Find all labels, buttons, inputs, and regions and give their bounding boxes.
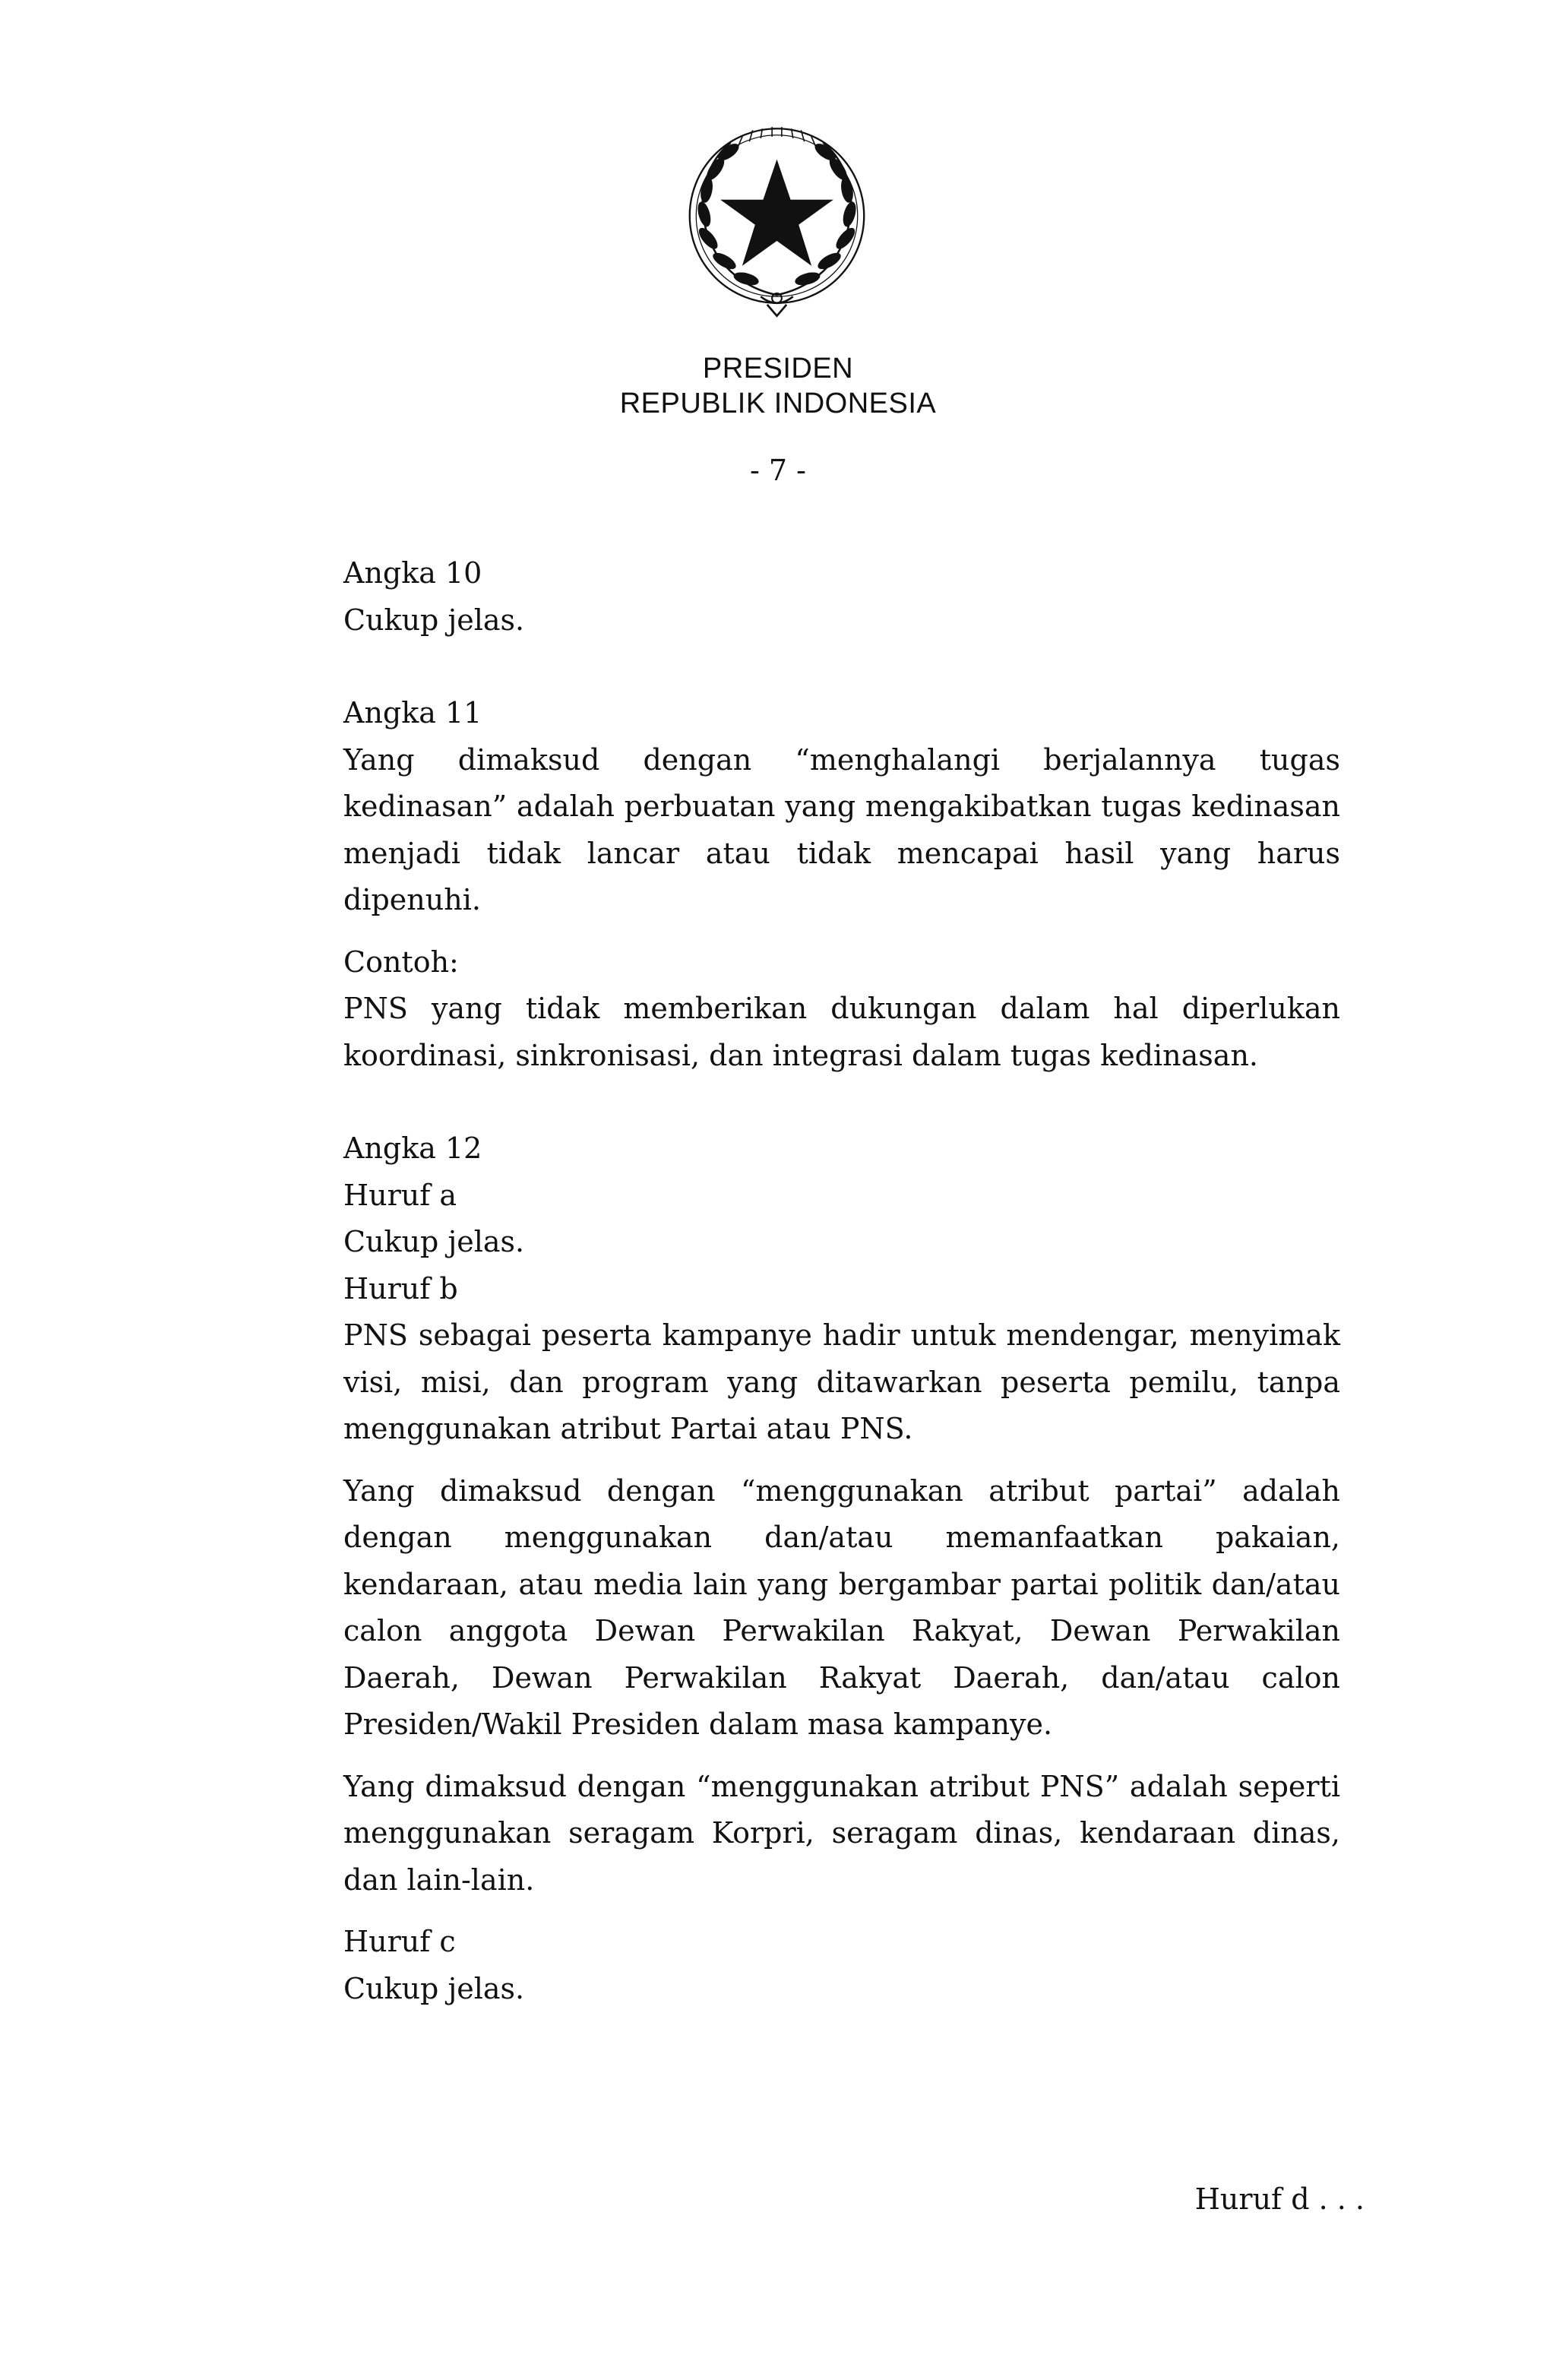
huruf-b-heading: Huruf b [343,1271,458,1306]
huruf-b-paragraph-1: PNS sebagai peserta kampanye hadir untuk mendengar, menyimak visi, misi, dan program yang ditawarkan peserta pemilu, tanpa menggunakan atribut Partai atau PNS. [343,1318,1340,1445]
angka-10-text: Cukup jelas. [343,603,525,637]
huruf-a-text: Cukup jelas. [343,1225,525,1258]
huruf-a-heading: Huruf a [343,1178,457,1212]
angka-11-example: PNS yang tidak memberikan dukungan dalam hal diperlukan koordinasi, sinkronisasi, dan integrasi dalam tugas kedinasan. [343,992,1340,1072]
header-republik-indonesia: REPUBLIK INDONESIA [619,388,937,419]
huruf-b-paragraph-3: Yang dimaksud dengan “menggunakan atribut PNS” adalah seperti menggunakan seragam Korpri, seragam dinas, kendaraan dinas, dan lain-lain. [343,1769,1340,1897]
angka-11-definition: Yang dimaksud dengan “menghalangi berjalannya tugas kedinasan” adalah perbuatan yang mengakibatkan tugas kedinasan menjadi tidak lancar atau tidak mencapai hasil yang harus dipenuhi. [343,742,1340,916]
header-presiden: PRESIDEN [702,353,854,385]
presidential-emblem-icon [680,125,874,319]
document-body [343,550,1340,2012]
page-number: - 7 - [749,454,806,487]
angka-12-heading: Angka 12 [343,1131,482,1165]
huruf-b-paragraph-2: Yang dimaksud dengan “menggunakan atribut partai” adalah dengan menggunakan dan/atau memanfaatkan pakaian, kendaraan, atau media lain yang bergambar partai politik dan/atau calon anggota Dewan Perwakilan Rakyat, Dewan Perwakilan Daerah, Dewan Perwakilan Rakyat Daerah, dan/atau calon Presiden/Wakil Presiden dalam masa kampanye. [343,1473,1340,1741]
angka-10-heading: Angka 10 [343,556,482,590]
continuation-catchword: Huruf d . . . [1194,2182,1365,2216]
huruf-c-heading: Huruf c [343,1925,456,1958]
angka-11-example-label: Contoh: [343,945,459,979]
angka-11-heading: Angka 11 [343,696,482,730]
huruf-c-text: Cukup jelas. [343,1971,525,2005]
